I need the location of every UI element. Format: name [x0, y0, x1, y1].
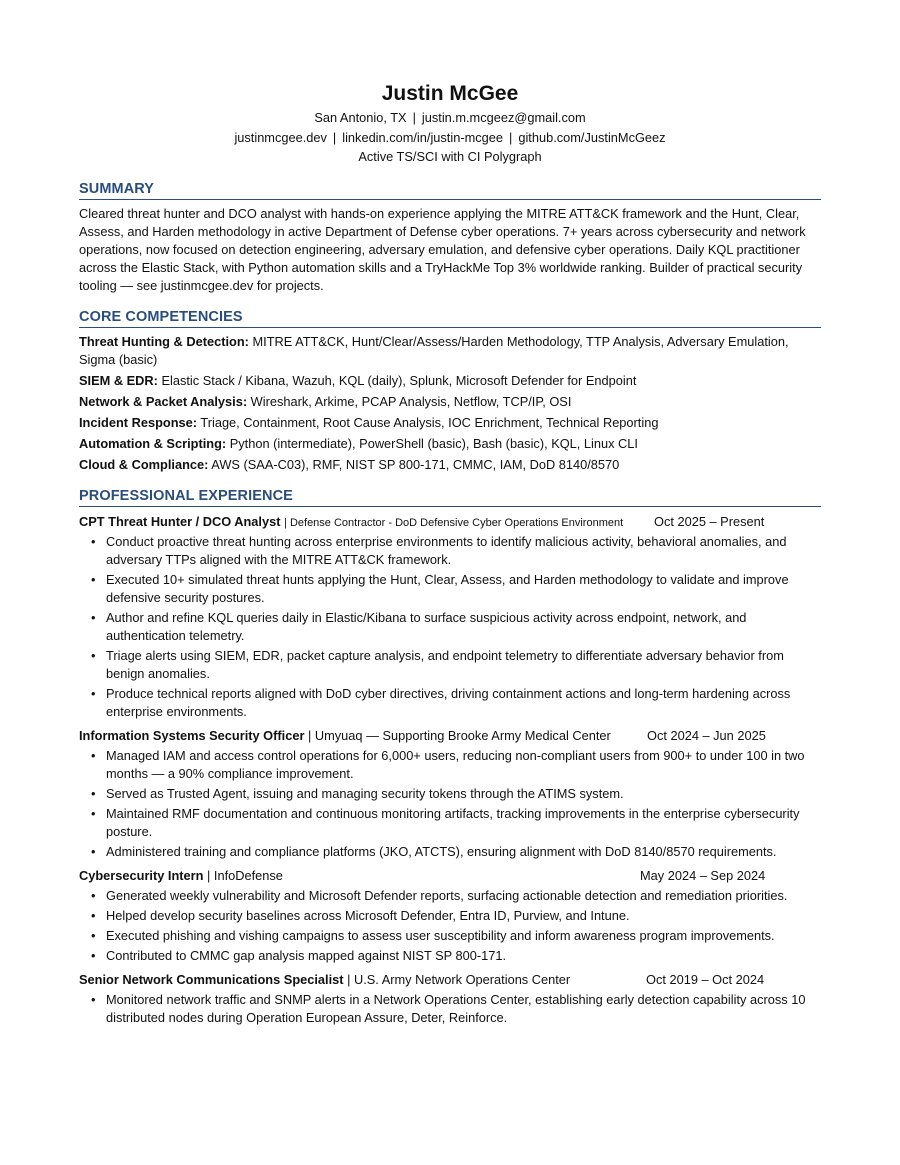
job-bullets — [79, 887, 821, 965]
job-organization: | Umyuaq — Supporting Brooke Army Medical Center — [308, 727, 611, 743]
competencies-heading: CORE COMPETENCIES — [79, 309, 821, 328]
job-entry — [79, 513, 821, 721]
job-bullets — [79, 533, 821, 721]
competency-label: Cloud & Compliance: — [79, 456, 209, 472]
resume-content — [79, 80, 821, 1029]
job-title: Senior Network Communications Specialist — [79, 971, 344, 987]
bullet-item: • Produce technical reports aligned with DoD cyber directives, driving containment actions and long-term hardening across enterprise environments. — [79, 685, 821, 721]
summary-text: Cleared threat hunter and DCO analyst with hands-on experience applying the MITRE ATT&CK framework and the Hunt, Clear, Assess, and Harden methodology in active Department of Defense cyber operations. 7+ years across cybersecurity and network operations, now focused on detection engineering, adversary emulation, and defensive cyber operations. Daily KQL practitioner across the Elastic Stack, with Python automation skills and a TryHackMe Top 3% worldwide ranking. Builder of practical security tooling — see justinmcgee.dev for projects. — [79, 205, 806, 293]
contact-line-2 — [79, 128, 821, 148]
competency-row — [79, 456, 821, 474]
job-organization: | InfoDefense — [207, 867, 283, 883]
bullet-item: • Monitored network traffic and SNMP alerts in a Network Operations Center, establishing early detection capability across 10 distributed nodes during Operation European Assure, Deter, Reinforce. — [79, 991, 821, 1027]
competency-row — [79, 333, 821, 369]
location: San Antonio, TX — [314, 110, 407, 125]
separator: | — [332, 129, 337, 145]
job-title: CPT Threat Hunter / DCO Analyst — [79, 513, 281, 529]
bullet-item: • Maintained RMF documentation and continuous monitoring artifacts, tracking improvements in the enterprise cybersecurity posture. — [79, 805, 821, 841]
bullet-item: • Triage alerts using SIEM, EDR, packet capture analysis, and endpoint telemetry to differentiate adversary behavior from benign anomalies. — [79, 647, 821, 683]
bullet-item: • Conduct proactive threat hunting across enterprise environments to identify malicious activity, behavioral anomalies, and adversary TTPs aligned with the MITRE ATT&CK framework. — [79, 533, 821, 569]
job-dates: Oct 2025 – Present — [654, 513, 765, 529]
bullet-item: • Author and refine KQL queries daily in Elastic/Kibana to surface suspicious activity across endpoint, network, and authentication telemetry. — [79, 609, 821, 645]
competency-value: MITRE ATT&CK, Hunt/Clear/Assess/Harden Methodology, TTP Analysis, Adversary Emulation, Sigma (basic) — [79, 333, 789, 367]
competency-value: Elastic Stack / Kibana, Wazuh, KQL (daily), Splunk, Microsoft Defender for Endpoint — [161, 372, 637, 388]
bullet-item: • Contributed to CMMC gap analysis mapped against NIST SP 800-171. — [79, 947, 821, 965]
bullet-item: • Generated weekly vulnerability and Microsoft Defender reports, surfacing actionable detection and remediation priorities. — [79, 887, 821, 905]
bullet-item: • Managed IAM and access control operations for 6,000+ users, reducing non-compliant users from 900+ to under 100 in two months — a 90% compliance improvement. — [79, 747, 821, 783]
job-header — [79, 867, 821, 885]
separator: | — [509, 129, 513, 145]
bullet-item: • Executed phishing and vishing campaigns to assess user susceptibility and inform awareness program improvements. — [79, 927, 821, 945]
competency-value: AWS (SAA-C03), RMF, NIST SP 800-171, CMMC, IAM, DoD 8140/8570 — [211, 456, 620, 472]
competency-value: Wireshark, Arkime, PCAP Analysis, Netflow, TCP/IP, OSI — [250, 393, 572, 409]
competency-row — [79, 414, 821, 432]
bullet-item: • Served as Trusted Agent, issuing and managing security tokens through the ATIMS system. — [79, 785, 821, 803]
competency-label: Threat Hunting & Detection: — [79, 333, 249, 349]
github-link[interactable]: github.com/JustinMcGeez — [518, 129, 666, 145]
job-header — [79, 513, 821, 531]
job-dates: May 2024 – Sep 2024 — [640, 867, 766, 883]
bullet-item: • Helped develop security baselines across Microsoft Defender, Entra ID, Purview, and Intune. — [79, 907, 821, 925]
job-bullets — [79, 747, 821, 861]
job-organization: | U.S. Army Network Operations Center — [347, 971, 571, 987]
separator: | — [412, 110, 416, 125]
competency-value: Python (intermediate), PowerShell (basic), Bash (basic), KQL, Linux CLI — [229, 435, 638, 451]
competency-label: Incident Response: — [79, 414, 198, 430]
clearance: Active TS/SCI with CI Polygraph — [358, 149, 542, 164]
competencies-list — [79, 333, 821, 474]
job-header — [79, 727, 821, 745]
linkedin-link[interactable]: linkedin.com/in/justin-mcgee — [342, 129, 503, 145]
job-entry — [79, 971, 821, 1027]
experience-heading: PROFESSIONAL EXPERIENCE — [79, 488, 821, 507]
competency-label: Network & Packet Analysis: — [79, 393, 248, 409]
bullet-item: • Executed 10+ simulated threat hunts applying the Hunt, Clear, Assess, and Harden methodology to validate and improve defensive security postures. — [79, 571, 821, 607]
competency-value: Triage, Containment, Root Cause Analysis, IOC Enrichment, Technical Reporting — [200, 414, 659, 430]
job-organization: | Defense Contractor - DoD Defensive Cyber Operations Environment — [284, 516, 624, 529]
summary-heading: SUMMARY — [79, 181, 821, 200]
bullet-item: • Administered training and compliance platforms (JKO, ATCTS), ensuring alignment with DoD 8140/8570 requirements. — [79, 843, 821, 861]
job-title: Information Systems Security Officer — [79, 727, 305, 743]
competency-row — [79, 393, 821, 411]
job-entry — [79, 867, 821, 965]
email-link[interactable]: justin.m.mcgeez@gmail.com — [421, 110, 586, 125]
job-dates: Oct 2024 – Jun 2025 — [647, 727, 766, 743]
competency-label: SIEM & EDR: — [79, 372, 158, 388]
job-dates: Oct 2019 – Oct 2024 — [646, 971, 765, 987]
competency-row — [79, 435, 821, 453]
contact-line-1 — [79, 108, 821, 128]
job-header — [79, 971, 821, 989]
job-bullets — [79, 991, 821, 1027]
job-entry — [79, 727, 821, 861]
website-link[interactable]: justinmcgee.dev — [234, 129, 327, 145]
competency-label: Automation & Scripting: — [79, 435, 227, 451]
candidate-name: Justin McGee — [381, 82, 519, 105]
job-title: Cybersecurity Intern — [79, 867, 204, 883]
competency-row — [79, 372, 821, 390]
